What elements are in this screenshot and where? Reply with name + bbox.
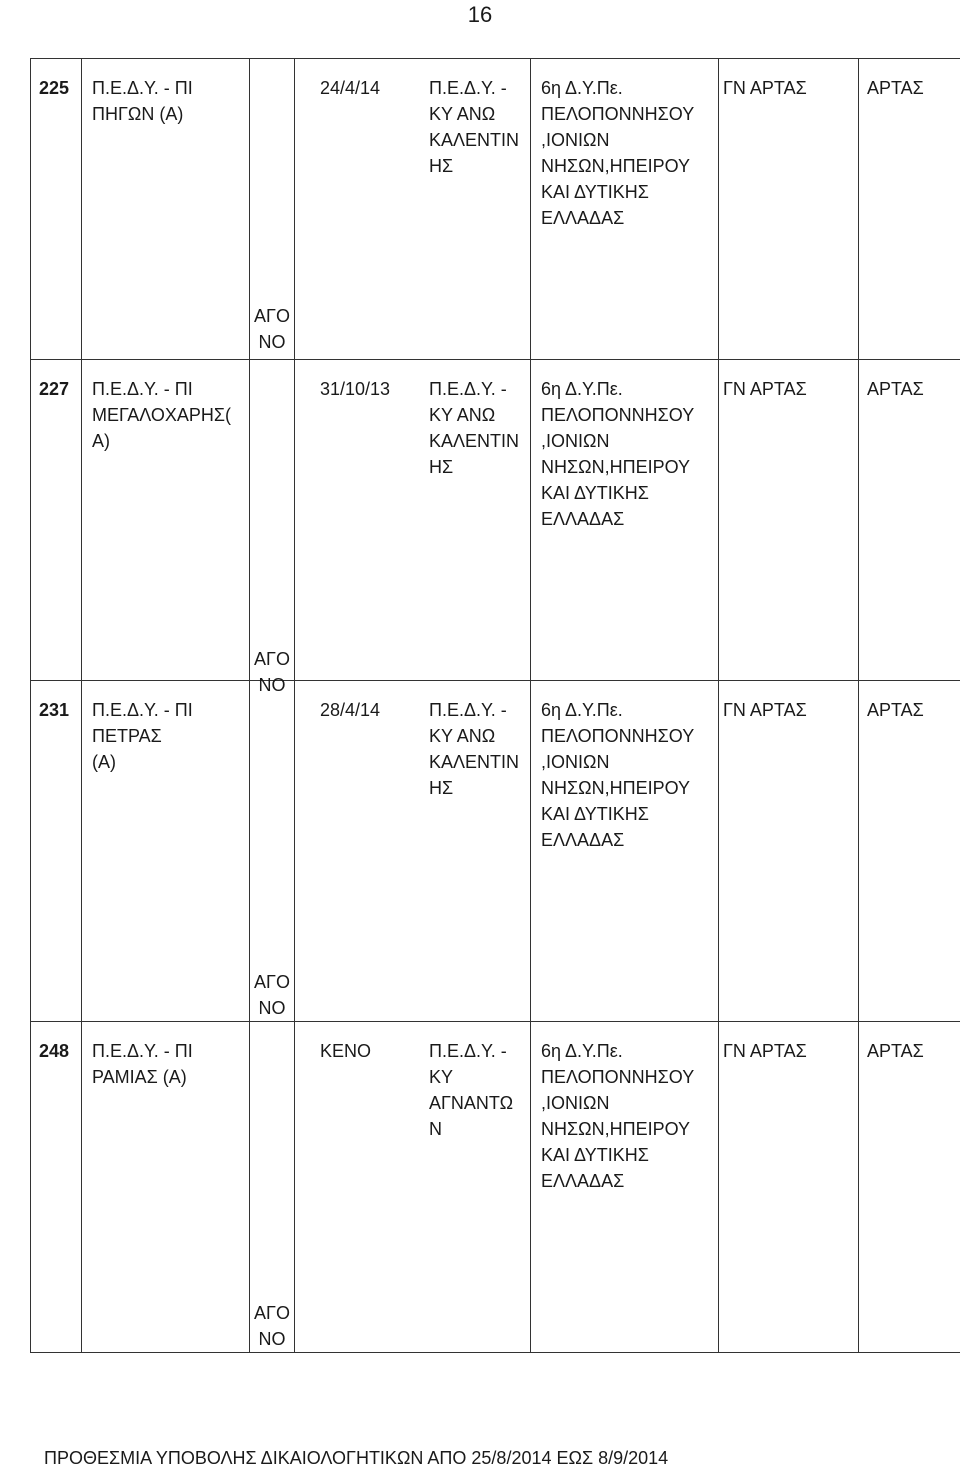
district-line: 6η Δ.Υ.Πε. [541,379,623,399]
unit-name-line: Α) [92,431,110,451]
health-district-cell [531,59,719,360]
health-district-cell [531,681,719,1022]
directorate-cell [423,681,531,1022]
city-cell [859,59,960,360]
district-line: ΝΗΣΩΝ,ΗΠΕΙΡΟΥ [541,457,691,477]
ago-label-line: ΑΓΟ [254,1303,290,1323]
unit-name-cell [82,681,250,1022]
directorate-line: Π.Ε.Δ.Υ. - [429,379,507,399]
city-name: ΑΡΤΑΣ [867,78,924,98]
unit-name-cell [82,59,250,360]
city-name: ΑΡΤΑΣ [867,1041,924,1061]
directorate-line: ΚΑΛΕΝΤΙΝ [429,130,520,150]
ago-label-line: ΝΟ [258,998,286,1018]
hospital-name: ΓΝ ΑΡΤΑΣ [723,78,807,98]
directorate-line: Π.Ε.Δ.Υ. - [429,78,507,98]
district-line: ΝΗΣΩΝ,ΗΠΕΙΡΟΥ [541,1119,691,1139]
start-date: 31/10/13 [320,379,391,399]
ago-label [250,303,294,355]
record-id-cell [31,360,82,681]
ago-label-line: ΑΓΟ [254,972,290,992]
city-name: ΑΡΤΑΣ [867,379,924,399]
city-cell [859,1022,960,1353]
city-name: ΑΡΤΑΣ [867,700,924,720]
column-divider [294,360,295,680]
directorate-cell [423,360,531,681]
column-divider [294,59,295,359]
start-date: 24/4/14 [320,78,381,98]
directorate-line: ΚΥ ΑΝΩ [429,726,496,746]
directorate-line: ΚΑΛΕΝΤΙΝ [429,752,520,772]
ago-label [250,969,294,1021]
directorate-line: ΚΥ ΑΝΩ [429,104,496,124]
district-line: ΝΗΣΩΝ,ΗΠΕΙΡΟΥ [541,778,691,798]
district-line: 6η Δ.Υ.Πε. [541,1041,623,1061]
unit-name-line: (Α) [92,752,116,772]
health-district-cell [531,360,719,681]
city-cell [859,681,960,1022]
table-row [31,681,960,1022]
records-table [30,58,960,1353]
table-row [31,360,960,681]
directorate-line: ΚΥ [429,1067,454,1087]
hospital-cell [719,1022,859,1353]
unit-name-line: Π.Ε.Δ.Υ. - ΠΙ [92,1041,193,1061]
record-id: 231 [39,700,70,720]
health-district-cell [531,1022,719,1353]
district-line: ,ΙΟΝΙΩΝ [541,752,610,772]
table-row [31,59,960,360]
directorate-line: Π.Ε.Δ.Υ. - [429,700,507,720]
unit-name-line: Π.Ε.Δ.Υ. - ΠΙ [92,379,193,399]
ago-label-line: ΑΓΟ [254,306,290,326]
hospital-cell [719,681,859,1022]
district-line: ΕΛΛΑΔΑΣ [541,208,625,228]
unit-name-line: ΜΕΓΑΛΟΧΑΡΗΣ( [92,405,232,425]
hospital-cell [719,360,859,681]
column-divider [294,681,295,1021]
district-line: ΠΕΛΟΠΟΝΝΗΣΟΥ [541,726,695,746]
directorate-line: ΗΣ [429,457,454,477]
date-cell [250,360,424,695]
unit-name-cell [82,1022,250,1353]
hospital-name: ΓΝ ΑΡΤΑΣ [723,379,807,399]
directorate-cell [423,1022,531,1353]
directorate-line: Π.Ε.Δ.Υ. - [429,1041,507,1061]
ago-label-line: ΑΓΟ [254,649,290,669]
column-divider [294,1022,295,1352]
directorate-line: ΚΥ ΑΝΩ [429,405,496,425]
record-id: 225 [39,78,70,98]
record-id: 227 [39,379,70,399]
directorate-line: ΚΑΛΕΝΤΙΝ [429,431,520,451]
district-line: ,ΙΟΝΙΩΝ [541,1093,610,1113]
district-line: ΝΗΣΩΝ,ΗΠΕΙΡΟΥ [541,156,691,176]
district-line: ΚΑΙ ΔΥΤΙΚΗΣ [541,1145,649,1165]
unit-name-line: ΠΕΤΡΑΣ [92,726,162,746]
city-cell [859,360,960,681]
page-number: 16 [467,2,493,27]
date-cell [250,681,424,1022]
ago-label-line: ΝΟ [258,332,286,352]
district-line: ΕΛΛΑΔΑΣ [541,509,625,529]
ago-label-line: ΝΟ [258,675,286,695]
ago-label [250,1300,294,1352]
district-line: ΠΕΛΟΠΟΝΝΗΣΟΥ [541,104,695,124]
district-line: ,ΙΟΝΙΩΝ [541,130,610,150]
record-id: 248 [39,1041,70,1061]
record-id-cell [31,59,82,360]
date-cell [250,1022,424,1353]
unit-name-line: ΠΗΓΩΝ (Α) [92,104,184,124]
hospital-name: ΓΝ ΑΡΤΑΣ [723,1041,807,1061]
hospital-name: ΓΝ ΑΡΤΑΣ [723,700,807,720]
district-line: ΚΑΙ ΔΥΤΙΚΗΣ [541,483,649,503]
district-line: 6η Δ.Υ.Πε. [541,78,623,98]
unit-name-line: Π.Ε.Δ.Υ. - ΠΙ [92,700,193,720]
unit-name-line: Π.Ε.Δ.Υ. - ΠΙ [92,78,193,98]
directorate-line: ΗΣ [429,156,454,176]
record-id-cell [31,1022,82,1353]
start-date: 28/4/14 [320,700,381,720]
district-line: ΕΛΛΑΔΑΣ [541,830,625,850]
directorate-cell [423,59,531,360]
district-line: ΕΛΛΑΔΑΣ [541,1171,625,1191]
district-line: ΚΑΙ ΔΥΤΙΚΗΣ [541,804,649,824]
hospital-cell [719,59,859,360]
district-line: ΠΕΛΟΠΟΝΝΗΣΟΥ [541,1067,695,1087]
district-line: ,ΙΟΝΙΩΝ [541,431,610,451]
directorate-line: ΑΓΝΑΝΤΩ [429,1093,514,1113]
unit-name-line: ΡΑΜΙΑΣ (Α) [92,1067,187,1087]
submission-deadline-footer: ΠΡΟΘΕΣΜΙΑ ΥΠΟΒΟΛΗΣ ΔΙΚΑΙΟΛΟΓΗΤΙΚΩΝ ΑΠΟ 25/8/2014 ΕΩΣ 8/9/2014 [44,1448,669,1468]
start-date: ΚΕΝΟ [320,1041,372,1061]
district-line: ΠΕΛΟΠΟΝΝΗΣΟΥ [541,405,695,425]
district-line: ΚΑΙ ΔΥΤΙΚΗΣ [541,182,649,202]
ago-label-line: ΝΟ [258,1329,286,1349]
date-cell [250,59,424,360]
record-id-cell [31,681,82,1022]
table-row [31,1022,960,1353]
directorate-line: ΗΣ [429,778,454,798]
district-line: 6η Δ.Υ.Πε. [541,700,623,720]
directorate-line: Ν [429,1119,442,1139]
unit-name-cell [82,360,250,681]
